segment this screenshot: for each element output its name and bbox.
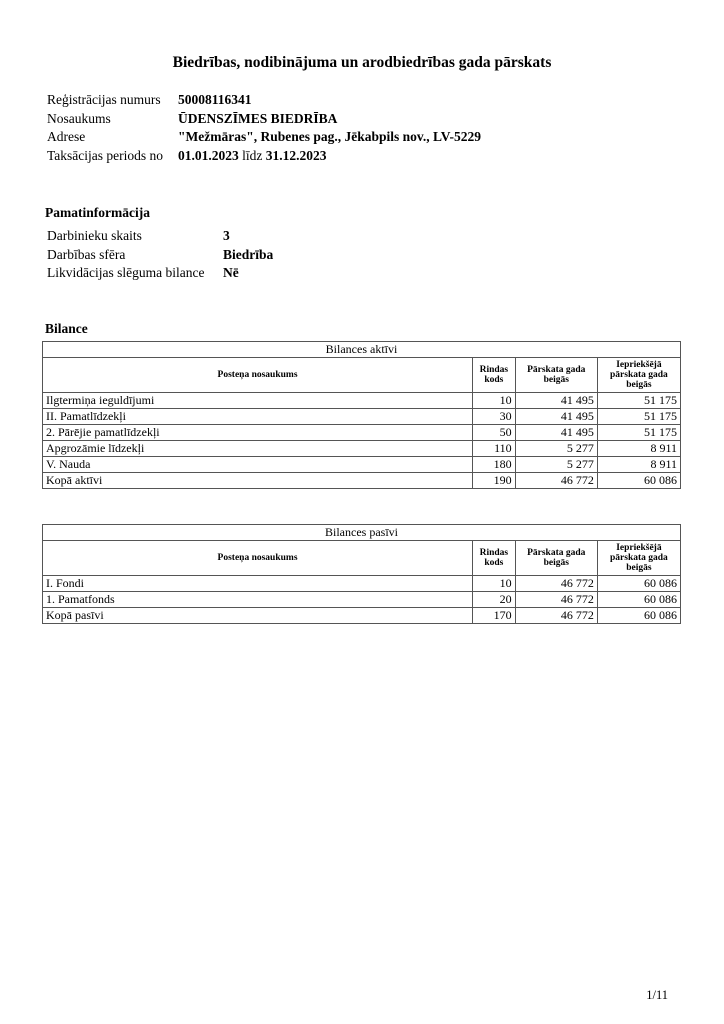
basic-info-title: Pamatinformācija [45,205,150,220]
row-code: 20 [473,592,516,608]
row-prev: 8 911 [597,457,680,473]
row-end: 41 495 [515,393,597,409]
assets-table [42,341,681,489]
balance-title: Bilance [45,321,88,336]
row-name: 1. Pamatfonds [43,592,473,608]
table-row [43,425,681,441]
row-name: I. Fondi [43,576,473,592]
name-label: Nosaukums [47,110,111,126]
row-code: 190 [473,473,516,489]
table-row [43,393,681,409]
table-row [43,473,681,489]
row-end: 46 772 [515,608,597,624]
period-mid: līdz [242,147,263,163]
header-prev: Iepriekšējā pārskata gada beigās [597,541,680,576]
row-end: 46 772 [515,592,597,608]
period-to: 31.12.2023 [265,147,327,163]
liquidation-label: Likvidācijas slēguma bilance [47,265,205,280]
period-label: Taksācijas periods no [47,147,164,163]
employees-value: 3 [223,228,230,243]
header-code: Rindas kods [473,358,516,393]
assets-caption: Bilances aktīvi [43,342,681,358]
row-prev: 51 175 [597,425,680,441]
row-code: 50 [473,425,516,441]
employees-row [47,227,273,246]
row-name: Apgrozāmie līdzekļi [43,441,473,457]
table-row [43,576,681,592]
row-code: 30 [473,409,516,425]
table-row [43,409,681,425]
liabilities-caption: Bilances pasīvi [43,525,681,541]
header-name: Posteņa nosaukums [43,541,473,576]
liquidation-value: Nē [223,265,239,280]
sphere-label: Darbības sfēra [47,246,126,262]
header-end: Pārskata gada beigās [515,541,597,576]
row-code: 10 [473,576,516,592]
table-row [43,441,681,457]
header-prev: Iepriekšējā pārskata gada beigās [597,358,680,393]
table-row [43,457,681,473]
header-name: Posteņa nosaukums [43,358,473,393]
row-name: V. Nauda [43,457,473,473]
liabilities-header-row [43,541,681,576]
row-name: Kopā aktīvi [43,473,473,489]
row-prev: 60 086 [597,608,680,624]
employees-label: Darbinieku skaits [47,228,142,243]
assets-header-row [43,358,681,393]
report-title: Biedrības, nodibinājuma un arodbiedrības gada pārskats [172,54,552,71]
row-end: 46 772 [515,576,597,592]
period-from: 01.01.2023 [178,147,239,163]
basic-info-block [47,227,273,283]
row-prev: 60 086 [597,576,680,592]
row-code: 180 [473,457,516,473]
address-label: Adrese [47,129,86,144]
header-code: Rindas kods [473,541,516,576]
row-prev: 60 086 [597,592,680,608]
liquidation-row [47,264,273,283]
row-name: Kopā pasīvi [43,608,473,624]
name-value: ŪDENSZĪMES BIEDRĪBA [178,110,338,126]
row-end: 5 277 [515,441,597,457]
row-name: II. Pamatlīdzekļi [43,409,473,425]
name-row [47,110,481,129]
row-name: 2. Pārējie pamatlīdzekļi [43,425,473,441]
address-row [47,128,481,147]
row-code: 110 [473,441,516,457]
identification-block [47,91,481,165]
row-name: Ilgtermiņa ieguldījumi [43,393,473,409]
address-value: "Mežmāras", Rubenes pag., Jēkabpils nov., LV-5229 [178,129,482,144]
row-end: 46 772 [515,473,597,489]
page-number: 1/11 [646,988,668,1002]
row-code: 170 [473,608,516,624]
table-row [43,608,681,624]
row-end: 41 495 [515,409,597,425]
row-prev: 51 175 [597,393,680,409]
registration-label: Reģistrācijas numurs [47,92,161,107]
period-value [178,147,327,166]
sphere-row [47,246,273,265]
registration-row [47,91,481,110]
period-row [47,147,481,166]
header-end: Pārskata gada beigās [515,358,597,393]
table-row [43,592,681,608]
registration-value: 50008116341 [178,92,252,107]
row-end: 41 495 [515,425,597,441]
sphere-value: Biedrība [223,246,274,262]
row-code: 10 [473,393,516,409]
row-prev: 51 175 [597,409,680,425]
liabilities-table [42,524,681,624]
row-prev: 8 911 [597,441,680,457]
row-end: 5 277 [515,457,597,473]
row-prev: 60 086 [597,473,680,489]
